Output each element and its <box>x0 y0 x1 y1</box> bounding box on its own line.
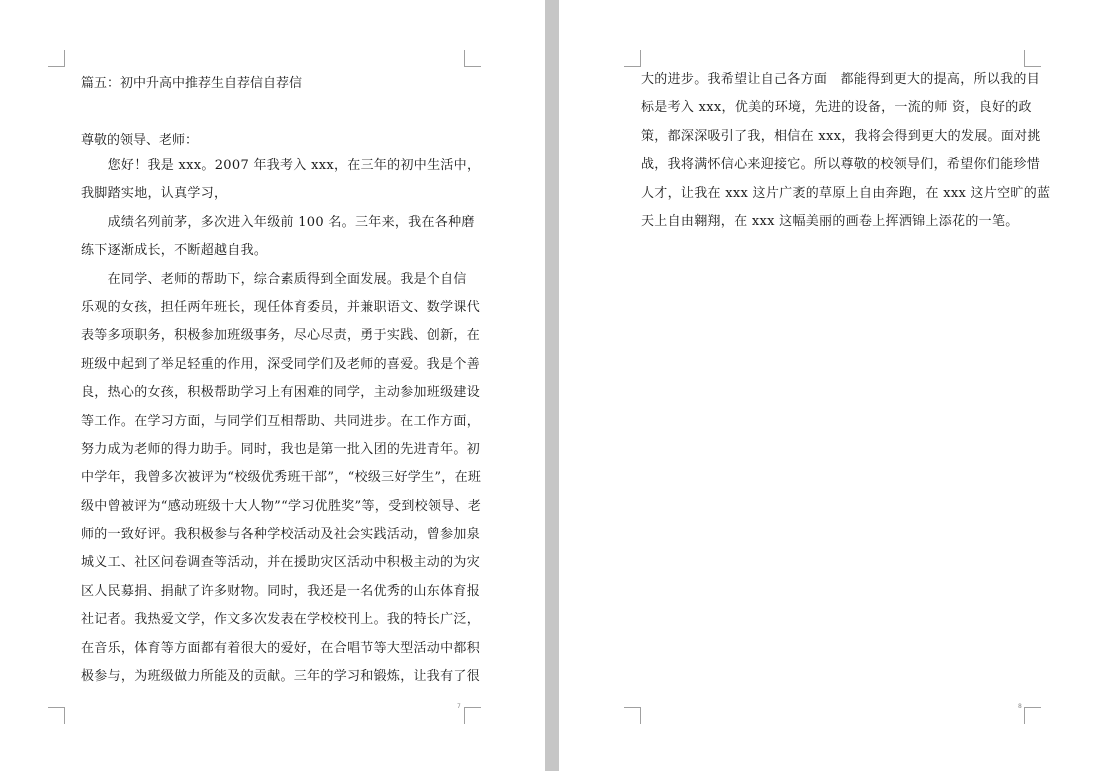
text-line: 在音乐，体育等方面都有着很大的爱好，在合唱节等大型活动中都积 <box>81 640 481 656</box>
crop-mark-top-right <box>464 50 481 67</box>
text-line: 乐观的女孩，担任两年班长，现任体育委员，并兼职语文、数学课代 <box>81 299 481 315</box>
page-number: 7 <box>457 703 461 710</box>
text-line: 成绩名列前茅，多次进入年级前 100 名。三年来，我在各种磨 <box>81 214 475 230</box>
page-gutter <box>545 0 559 771</box>
text-line: 区人民募捐、捐献了许多财物。同时，我还是一名优秀的山东体育报 <box>81 583 481 599</box>
text-line: 在同学、老师的帮助下，综合素质得到全面发展。我是个自信 <box>81 271 467 287</box>
text-line: 级中曾被评为“感动班级十大人物”“学习优胜奖”等，受到校领导、老 <box>81 498 482 514</box>
crop-mark-bottom-left <box>624 707 641 724</box>
document-title: 篇五：初中升高中推荐生自荐信自荐信 <box>81 76 303 91</box>
document-page-right <box>559 0 1105 771</box>
text-line: 我脚踏实地，认真学习， <box>81 186 228 202</box>
crop-mark-top-left <box>48 50 65 67</box>
text-line: 中学年，我曾多次被评为“校级优秀班干部”，“校级三好学生”，在班 <box>81 470 482 486</box>
crop-mark-top-left <box>624 50 641 67</box>
text-line: 天上自由翱翔，在 xxx 这幅美丽的画卷上挥洒锦上添花的一笔。 <box>641 213 1019 229</box>
crop-mark-bottom-right <box>1024 707 1041 724</box>
text-line: 您好！我是 xxx。2007 年我考入 xxx，在三年的初中生活中， <box>81 158 481 173</box>
text-line: 人才，让我在 xxx 这片广袤的草原上自由奔跑，在 xxx 这片空旷的蓝 <box>641 185 1051 201</box>
text-line: 班级中起到了举足轻重的作用，深受同学们及老师的喜爱。我是个善 <box>81 356 481 372</box>
text-line: 大的进步。我希望让自己各方面 都能得到更大的提高，所以我的目 <box>641 72 1041 87</box>
text-line: 社记者。我热爱文学，作文多次发表在学校校刊上。我的特长广泛， <box>81 612 481 628</box>
text-line: 良，热心的女孩，积极帮助学习上有困难的同学，主动参加班级建设 <box>81 385 481 401</box>
text-line: 标是考入 xxx，优美的环境，先进的设备，一流的师 资，良好的政 <box>641 100 1032 116</box>
text-line: 表等多项职务，积极参加班级事务，尽心尽责，勇于实践、创新，在 <box>81 328 481 344</box>
text-line: 策，都深深吸引了我，相信在 xxx，我将会得到更大的发展。面对挑 <box>641 128 1041 144</box>
crop-mark-top-right <box>1024 50 1041 67</box>
text-line: 努力成为老师的得力助手。同时，我也是第一批入团的先进青年。初 <box>81 441 481 457</box>
salutation: 尊敬的领导、老师： <box>81 133 199 148</box>
body-text-left <box>81 152 481 691</box>
text-line: 师的一致好评。我积极参与各种学校活动及社会实践活动，曾参加泉 <box>81 527 481 543</box>
document-page-left <box>0 0 545 771</box>
body-text-right <box>641 66 1050 236</box>
text-line: 战，我将满怀信心来迎接它。所以尊敬的校领导们，希望你们能珍惜 <box>641 157 1041 173</box>
text-line: 极参与，为班级做力所能及的贡献。三年的学习和锻炼，让我有了很 <box>81 669 481 685</box>
text-line: 城义工、社区问卷调查等活动，并在援助灾区活动中积极主动的为灾 <box>81 555 481 571</box>
crop-mark-bottom-left <box>48 707 65 724</box>
page-number: 8 <box>1018 703 1022 710</box>
text-line: 练下逐渐成长，不断超越自我。 <box>81 243 268 259</box>
crop-mark-bottom-right <box>464 707 481 724</box>
text-line: 等工作。在学习方面，与同学们互相帮助、共同进步。在工作方面， <box>81 413 481 429</box>
